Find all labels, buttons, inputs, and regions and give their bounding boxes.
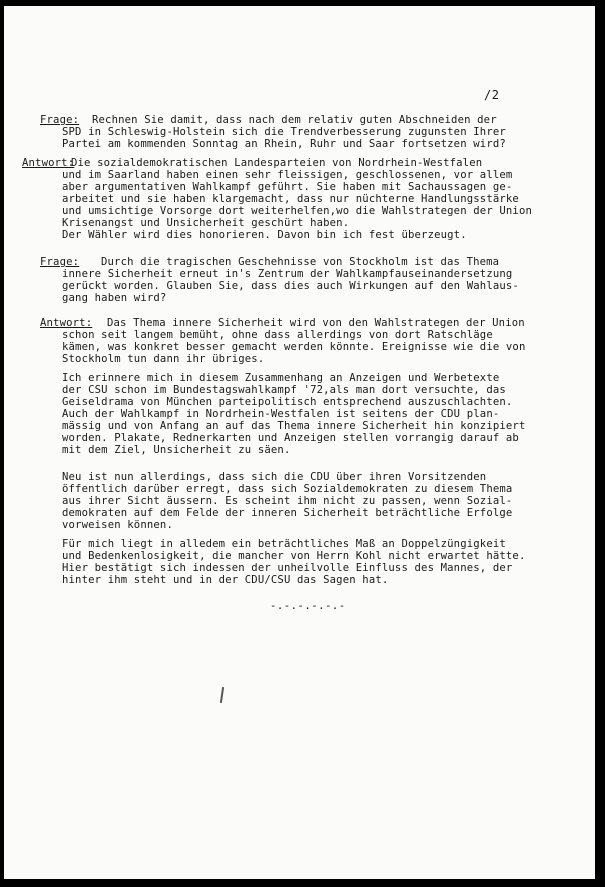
answer-1-line-4: arbeitet und sie haben klargemacht, dass nur nüchterne Handlungsstärke [62,193,519,205]
question-2-line-4: gang haben wird? [62,292,167,304]
question-2-line-1: Durch die tragischen Geschehnisse von Stockholm ist das Thema [101,256,500,268]
paragraph-2-line-1: Ich erinnere mich in diesem Zusammenhang an Anzeigen und Werbetexte [62,372,500,384]
question-2-line-2: innere Sicherheit erneut in's Zentrum der Wahlkampfauseinandersetzung [62,268,513,280]
closing-separator: -.-.-.-.-.- [270,600,346,612]
paragraph-2-line-3: Geiseldrama von München parteipolitisch entsprechend auszuschlachten. [62,396,513,408]
paragraph-3-line-5: vorweisen können. [62,519,173,531]
answer-label: Antwort: [40,317,93,329]
paragraph-3-line-2: öffentlich darüber erregt, dass sich Sozialdemokraten zu diesem Thema [62,483,513,495]
paragraph-2-line-5: mässig und von Anfang an auf das Thema innere Sicherheit hin konzipiert [62,420,526,432]
paragraph-4-line-2: und Bedenkenlosigkeit, die mancher von Herrn Kohl nicht erwartet hätte. [62,550,526,562]
paragraph-3-line-1: Neu ist nun allerdings, dass sich die CDU über ihren Vorsitzenden [62,471,487,483]
answer-1-line-6: Krisenangst und Unsicherheit geschürt haben. [62,217,350,229]
paragraph-4-line-4: hinter ihm steht und in der CDU/CSU das Sagen hat. [62,574,389,586]
question-1-line-2: SPD in Schleswig-Holstein sich die Trendverbesserung zugunsten Ihrer [62,126,506,138]
answer-2-line-4: Stockholm tun dann ihr übriges. [62,353,265,365]
question-1-line-1: Rechnen Sie damit, dass nach dem relativ guten Abschneiden der [92,114,497,126]
answer-2-line-3: kämen, was konkret besser gemacht werden könnte. Ereignisse wie die von [62,341,526,353]
question-1-line-3: Partei am kommenden Sonntag an Rhein, Ruhr und Saar fortsetzen wird? [62,138,506,150]
paragraph-2-line-6: worden. Plakate, Rednerkarten und Anzeigen stellen vorrangig darauf ab [62,432,519,444]
answer-1-line-1: Die sozialdemokratischen Landesparteien von Nordrhein-Westfalen [71,157,483,169]
page-number: /2 [484,88,500,102]
answer-1-line-2: und im Saarland haben einen sehr fleissigen, geschlossenen, vor allem [62,169,513,181]
answer-1-line-3: aber argumentativen Wahlkampf geführt. Sie haben mit Sachaussagen ge- [62,181,513,193]
paragraph-4-line-3: Hier bestätigt sich indessen der unheilvolle Einfluss des Mannes, der [62,562,513,574]
paragraph-3-line-4: demokraten auf dem Felde der inneren Sicherheit beträchtliche Erfolge [62,507,513,519]
paragraph-4-line-1: Für mich liegt in alledem ein beträchtliches Maß an Doppelzüngigkeit [62,538,506,550]
question-label: Frage: [40,114,80,126]
answer-2-line-2: schon seit langem bemüht, ohne dass allerdings von dort Ratschläge [62,329,493,341]
paragraph-2-line-4: Auch der Wahlkampf in Nordrhein-Westfalen ist seitens der CDU plan- [62,408,500,420]
paragraph-3-line-3: aus ihrer Sicht äussern. Es scheint ihm nicht zu passen, wenn Sozial- [62,495,513,507]
answer-2-line-1: Das Thema innere Sicherheit wird von den Wahlstrategen der Union [107,317,525,329]
paragraph-2-line-2: der CSU schon im Bundestagswahlkampf '72,als man dort versuchte, das [62,384,506,396]
question-2-line-3: gerückt worden. Glauben Sie, dass dies auch Wirkungen auf den Wahlaus- [62,280,519,292]
answer-label: Antwort: [22,157,75,169]
answer-1-line-7: Der Wähler wird dies honorieren. Davon bin ich fest überzeugt. [62,229,467,241]
answer-1-line-5: und umsichtige Vorsorge dort weiterhelfen,wo die Wahlstrategen der Union [62,205,533,217]
paragraph-2-line-7: mit dem Ziel, Unsicherheit zu säen. [62,444,291,456]
question-label: Frage: [40,256,80,268]
